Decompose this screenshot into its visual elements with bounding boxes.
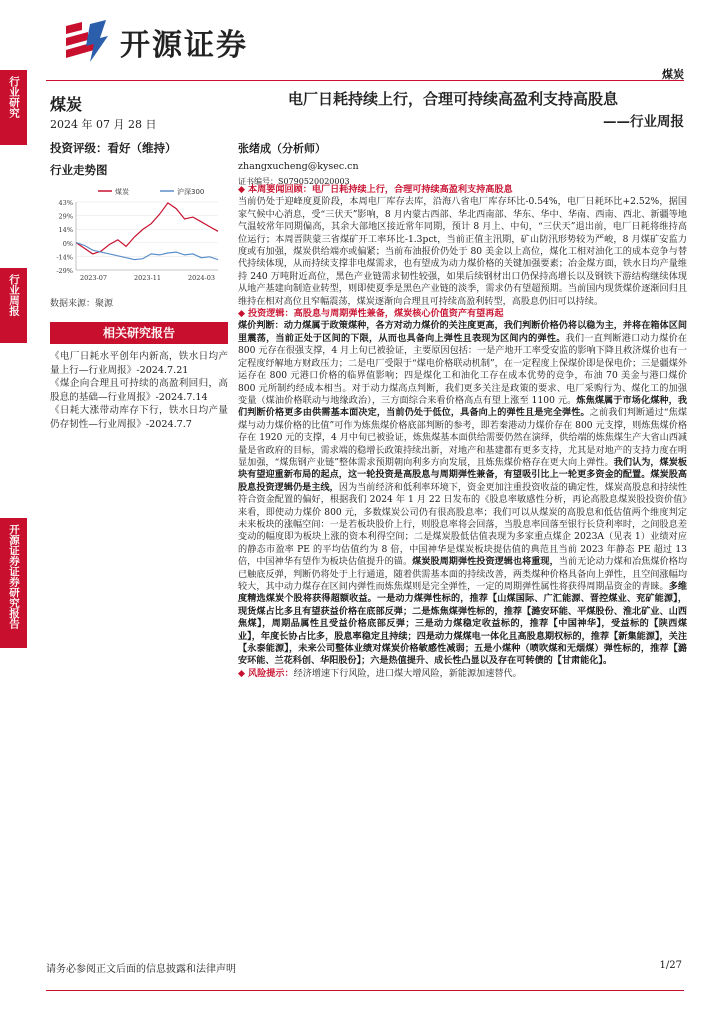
y-tick-label: 29%	[58, 212, 73, 221]
report-subtitle: ——行业周报	[603, 114, 684, 130]
chart-lines	[76, 203, 218, 260]
legend-label: 沪深300	[177, 188, 205, 196]
related-report-item[interactable]: 《日耗大涨带动库存下行，铁水日均产量仍存韧性—行业周报》-2024.7.7	[50, 405, 228, 430]
x-tick-label: 2023-07	[80, 274, 108, 282]
paragraph-text: 经济增速下行风险，进口煤大增风险，新能源加速替代。	[293, 668, 522, 679]
series-line-csi300	[76, 243, 218, 260]
x-tick-label: 2023-11	[134, 274, 162, 282]
paragraph-lead: 我们认为，煤炭板块有望迎重新布局的起点，这一轮投资是高股息与周期弹性兼备，有望吸引比上一轮更多资金的配置。煤炭股高股息投资逻辑仍是主线，	[238, 456, 687, 493]
paragraph-lead: 炼焦煤属于市场化煤种，我们判断价格更多由供需基本面决定，当前仍处于低位，具备向上的弹性且是完全弹性。	[238, 394, 687, 419]
bullet-diamond-icon: ◆	[238, 309, 246, 320]
related-report-item[interactable]: 《煤企向合理且可持续的高盈利回归，高股息的基础—行业周报》-2024.7.14	[50, 378, 228, 403]
brand-mark-icon	[60, 18, 112, 66]
section-title: 投资逻辑：高股息与周期弹性兼备，煤炭核心价值资产有望再起	[247, 308, 504, 320]
analyst-info	[238, 140, 359, 187]
paragraph-text: 因为当前经济和低利率环境下，资金更加注重投资收益的确定性，煤炭高股息和持续性符合资金配置的偏好，根据我们 2024 年 1 月 22 日发布的《股息率敏感性分析，再论高股息煤炭股投资价值》来看，即使动力煤价 800 元，多数煤炭公司仍有很高股息率；我们可以从煤炭的高股息和低估值两个维度判定未来板块的涨幅空间：一是若板块股价上行，则股息率将会回落，当股息率回落至银行长贷利率时，之间股息差变动的幅度即为板块上涨的资本利得空间；二是煤炭股低估值表现为多家重点煤企 2023A（见表 1）业绩对应的静态市盈率 PE 的平均估值约为 8 倍，中国神华是煤炭板块提估值的典范且当前 2023 年静态 PE 超过 13 倍，中国神华有望作为板块估值提升的锚。	[238, 482, 688, 568]
trend-chart-title: 行业走势图	[50, 163, 108, 177]
chart-grid	[76, 202, 218, 270]
related-reports-title: 相关研究报告	[50, 322, 228, 344]
report-title: 电厂日耗持续上行，合理可持续高盈利支持高股息	[287, 90, 618, 108]
paragraph-text: 我们一直判断港口动力煤价在 800 元存在很强支撑，4 月上旬已被验证，主要原因包括：一是产地开工率受安监的影响下降且救济煤价也有一定程度纾解地方财政压力；二是电厂受限于“煤电价格联动机制”，在一定程度上保煤价即是保电价；三是疆煤外运存在 800 元港口价格的临界值影响；四是煤化工和油化工存在成本优势的竞争，布油 70 美金与港口煤价 800 元所制约经成本相当。对于动力煤高点判断，我们更多关注是政策的要求、电厂采购行为、煤化工的加强变量（煤油价格联动与地缘政治），三方面综合来看价格高点有望上涨至 1100 元。	[238, 333, 688, 406]
chart-source: 数据来源：聚源	[50, 299, 114, 309]
series-line-coal	[76, 203, 218, 254]
footer-divider	[46, 990, 684, 991]
chart-y-ticks	[56, 199, 73, 275]
paragraph-lead: 煤价判断：动力煤属于政策煤种，各方对动力煤价的关注度更高，我们判断价格仍将以稳为主，并将在箱体区间里震荡，当前正处于区间的下限，从而也具备向上弹性且表现为区间内的弹性。	[238, 320, 687, 344]
side-tab-research-label: 行业研究	[8, 76, 20, 118]
top-sector-label: 煤炭	[662, 68, 684, 81]
y-tick-label: 43%	[58, 199, 73, 207]
y-tick-label: 0%	[62, 239, 73, 248]
y-tick-label: 14%	[58, 226, 73, 235]
side-tab-brand	[0, 518, 27, 648]
paragraph	[238, 320, 687, 667]
paragraph-lead: 煤炭股周期弹性投资逻辑也将重现，	[412, 556, 559, 568]
section-title: 风险提示：	[247, 667, 294, 679]
paragraph-text: 之前我们判断通过“焦煤煤与动力煤价格的比值”可作为炼焦煤价格底部判断的参考，即若秦港动力煤价存在 800 元支撑，则炼焦煤价格存在 1920 元的支撑，4 月中旬已被验证，炼焦煤基本面供给需要仍然在演绎，供给端的炼焦煤生产大省山西减量是省政府的目标，需求端的稳增长政策持续出新，对地产和基建都有更多支持，尤其是对地产的支持力度在明显加强，“煤焦钢产业链”整体需求预期朝向利多方向发展，且炼焦煤价格存在更大向上弹性。	[238, 408, 687, 468]
y-tick-label: -14%	[56, 253, 73, 262]
report-body	[238, 184, 687, 680]
section-weekly-review	[238, 184, 687, 196]
brand-logo	[60, 14, 248, 70]
side-tab-weekly	[0, 268, 27, 343]
analyst-email[interactable]: zhangxucheng@kysec.cn	[238, 161, 359, 172]
side-tab-brand-label: 开源证券证券研究报告	[8, 524, 20, 629]
brand-name: 开源证券	[120, 28, 248, 63]
section-title: 本周要闻回顾：电厂日耗持续上行，合理可持续高盈利支持高股息	[247, 184, 513, 195]
x-tick-label: 2024-03	[188, 274, 216, 282]
side-tab-research	[0, 70, 27, 145]
sector-name: 煤炭	[50, 95, 83, 114]
report-date: 2024 年 07 月 28 日	[50, 118, 157, 131]
chart-legend	[98, 187, 204, 196]
chart-x-ticks	[80, 274, 215, 282]
y-tick-label: -29%	[56, 267, 73, 275]
analyst-name: 张绪成（分析师）	[238, 142, 326, 155]
analyst-cert: 证书编号：S0790520020003	[238, 177, 350, 186]
side-tab-weekly-label: 行业周报	[8, 274, 20, 316]
paragraph: 当前仍处于迎峰度夏阶段，本周电厂库存去库，沿海八省电厂库存环比-0.54%，电厂日耗环比+2.52%，据国家气候中心消息，受“三伏天”影响，8 月内蒙古西部、华北西南部、华东、华中、华南、西南、西北、新疆等地气温较常年同期偏高，其余大部地区接近常年同期，预计 8 月上、中旬，“三伏天”退出前，电厂日耗将维持高位运行；本周晋陕蒙三省煤矿开工率环比-1.3pct，当前正值主汛期，矿山防汛形势较为严峻，8 月煤矿安监力度或有加强，煤炭供给端亦或偏紧；当前布油报价仍处于 80 美金以上高位，煤化工相对油化工的成本竞争与替代持续体现，从而持续支撑非电煤需求，也有望成为动力煤价格的关键加强要素；冶金煤方面，铁水日均产量维持 240 万吨附近高位，黑色产业链需求韧性较强，如果后续钢材出口仍保持高增长以及钢铁下游结构继续体现从地产基建向制造业转型，则即使夏季是黑色产业链的淡季，需求仍有望超预期。当前国内现货煤价逐渐回归且维持在相对高位且窄幅震荡，煤炭逐渐向合理且可持续高盈利转型，高股息仍旧可以持续。	[238, 197, 687, 307]
bullet-diamond-icon: ◆	[238, 185, 246, 195]
related-reports-list	[50, 350, 228, 432]
investment-rating: 投资评级：看好（维持）	[50, 141, 177, 155]
page-number: 1/27	[659, 960, 682, 971]
paragraph-text: 当前无论动力煤和冶焦煤价格均已触底反弹，判断仍将处于上行通道，随着供需基本面的持续改善，两类煤种价格具备向上弹性，且空间涨幅均较大，其中动力煤存在区间内弹性而炼焦煤则是完全弹性，一定的周期弹性属性将获得周期品资金的青睐。	[238, 557, 688, 592]
paragraph-lead: 多维度精选煤炭个股将获得超额收益。一是动力煤弹性标的，推荐【山煤国际、广汇能源、晋控煤业、兖矿能源】，现货煤占比多且有望获益价格在底部反弹；二是炼焦煤弹性标的，推荐【潞安环能、平煤股份、淮北矿业、山西焦煤】，周期品属性且受益价格底部反弹；三是动力煤稳定收益标的，推荐【中国神华】，受益标的【陕西煤业】，年度长协占比多，股息率稳定且持续；四是动力煤煤电一体化且高股息期权标的，推荐【新集能源】，关注【永泰能源】，未来公司整体业绩对煤炭价格敏感性减弱；五是小煤种（喷吹煤和无烟煤）弹性标的，推荐【潞安环能、兰花科创、华阳股份】；六是热值提升、成长性凸显以及存在可转债的【甘肃能化】。	[238, 581, 688, 667]
section-logic	[238, 308, 687, 320]
bullet-diamond-icon: ◆	[238, 668, 246, 679]
legend-label: 煤炭	[115, 188, 129, 196]
section-risk	[238, 668, 687, 680]
trend-chart	[48, 184, 224, 292]
header-divider	[46, 80, 684, 81]
footer-disclaimer: 请务必参阅正文后面的信息披露和法律声明	[46, 964, 236, 975]
related-report-item[interactable]: 《电厂日耗水平创年内新高，铁水日均产量上行—行业周报》-2024.7.21	[50, 351, 228, 376]
